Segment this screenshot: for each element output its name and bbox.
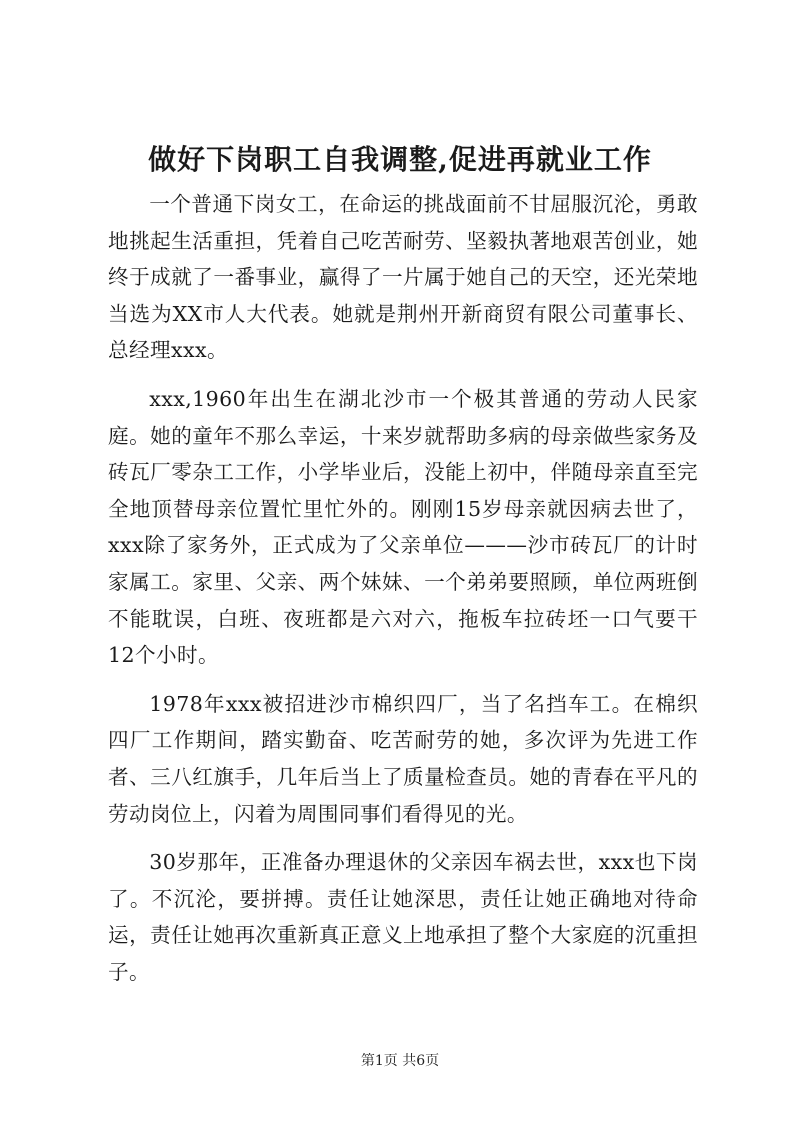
paragraph-4: 30岁那年，正准备办理退休的父亲因车祸去世，xxx也下岗了。不沉沦，要拼搏。责任让她深思，责任让她正确地对待命运，责任让她再次重新真正意义上地承担了整个大家庭的沉重担子。: [108, 850, 698, 984]
document-title: 做好下岗职工自我调整,促进再就业工作: [148, 143, 652, 176]
document-body: [108, 186, 698, 1002]
paragraph-3: 1978年xxx被招进沙市棉织四厂，当了名挡车工。在棉织四厂工作期间，踏实勤奋、吃苦耐劳的她，多次评为先进工作者、三八红旗手，几年后当上了质量检查员。她的青春在平凡的劳动岗位上，闪着为周围同事们看得见的光。: [108, 691, 698, 826]
paragraph-2: xxx,1960年出生在湖北沙市一个极其普通的劳动人民家庭。她的童年不那么幸运，十来岁就帮助多病的母亲做些家务及砖瓦厂零杂工工作，小学毕业后，没能上初中，伴随母亲直至完全地顶替母亲位置忙里忙外的。刚刚15岁母亲就因病去世了，xxx除了家务外，正式成为了父亲单位———沙市砖瓦厂的计时家属工。家里、父亲、两个妹妹、一个弟弟要照顾，单位两班倒不能耽误，白班、夜班都是六对六，拖板车拉砖坯一口气要干12个小时。: [108, 386, 698, 668]
page-number-footer: 第1页 共6页: [360, 1053, 440, 1069]
paragraph-1: 一个普通下岗女工，在命运的挑战面前不甘屈服沉沦，勇敢地挑起生活重担，凭着自己吃苦耐劳、坚毅执著地艰苦创业，她终于成就了一番事业，赢得了一片属于她自己的天空，还光荣地当选为XX市人大代表。她就是荆州开新商贸有限公司董事长、总经理xxx。: [108, 192, 698, 363]
